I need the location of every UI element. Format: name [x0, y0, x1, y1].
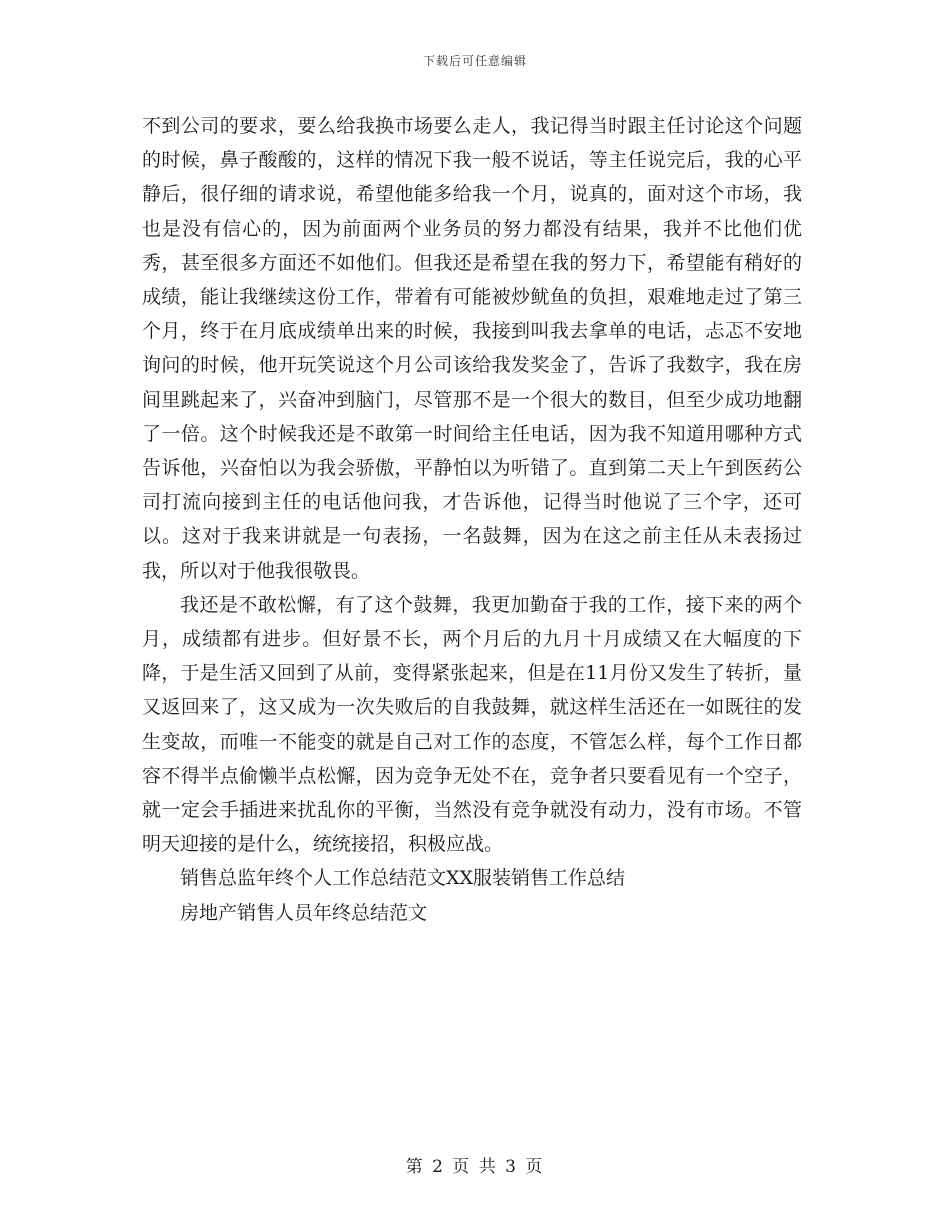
- paragraph: 我还是不敢松懈，有了这个鼓舞，我更加勤奋于我的工作，接下来的两个月，成绩都有进步。但好景不长，两个月后的九月十月成绩又在大幅度的下降，于是生活又回到了从前，变得紧张起来，但是在11月份又发生了转折，量又返回来了，这又成为一次失败后的自我鼓舞，就这样生活还在一如既往的发生变故，而唯一不能变的就是自己对工作的态度，不管怎么样，每个工作日都容不得半点偷懒半点松懈，因为竞争无处不在，竞争者只要看见有一个空子，就一定会手插进来扰乱你的平衡，当然没有竞争就没有动力，没有市场。不管明天迎接的是什么，统统接招，积极应战。: [142, 593, 802, 856]
- related-article-2[interactable]: 房地产销售人员年终总结范文: [180, 901, 428, 924]
- page-header: 下载后可任意编辑: [422, 54, 527, 68]
- page-number: 第 2 页 共 3 页: [405, 1157, 545, 1177]
- related-article-1[interactable]: 销售总监年终个人工作总结范文XX服装销售工作总结: [180, 867, 626, 890]
- document-body: [142, 109, 802, 930]
- paragraph-continued: 不到公司的要求，要么给我换市场要么走人，我记得当时跟主任讨论这个问题的时候，鼻子酸酸的，这样的情况下我一般不说话，等主任说完后，我的心平静后，很仔细的请求说，希望他能多给我一个月，说真的，面对这个市场，我也是没有信心的，因为前面两个业务员的努力都没有结果，我并不比他们优秀，甚至很多方面还不如他们。但我还是希望在我的努力下，希望能有稍好的成绩，能让我继续这份工作，带着有可能被炒鱿鱼的负担，艰难地走过了第三个月，终于在月底成绩单出来的时候，我接到叫我去拿单的电话，忐忑不安地询问的时候，他开玩笑说这个月公司该给我发奖金了，告诉了我数字，我在房间里跳起来了，兴奋冲到脑门，尽管那不是一个很大的数目，但至少成功地翻了一倍。这个时候我还是不敢第一时间给主任电话，因为我不知道用哪种方式告诉他，兴奋怕以为我会骄傲，平静怕以为听错了。直到第二天上午到医药公司打流向接到主任的电话他问我，才告诉他，记得当时他说了三个字，还可以。这对于我来讲就是一句表扬，一名鼓舞，因为在这之前主任从未表扬过我，所以对于他我很敬畏。: [142, 115, 802, 582]
